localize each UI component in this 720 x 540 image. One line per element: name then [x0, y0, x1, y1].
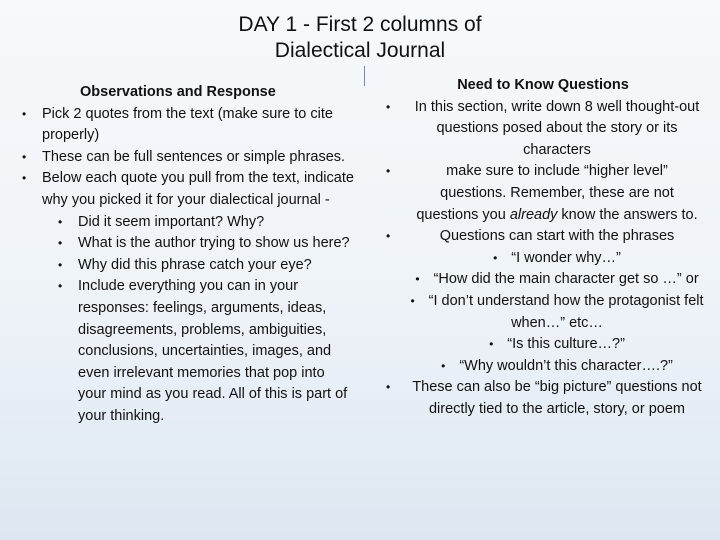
- observations-list: [22, 104, 354, 428]
- sub-list-item: • “Why wouldn’t this character….?”: [441, 357, 673, 374]
- bullet-icon: •: [386, 380, 391, 395]
- bullet-icon: •: [22, 149, 27, 164]
- bullet-icon: •: [386, 99, 391, 114]
- sub-list-item: • Why did this phrase catch your eye?: [22, 255, 354, 277]
- list-item: • These can also be “big picture” questions not directly tied to the article, story, or poem: [386, 379, 702, 417]
- bullet-icon: •: [493, 250, 498, 265]
- column-divider: [364, 66, 365, 86]
- sub-list-item: • Include everything you can in your responses: feelings, arguments, ideas, disagreements, problems, ambiguities, conclusions, uncertainties, images, and even irrelevant memories that pop into your mind as you read. All of this is part of your thinking.: [58, 278, 348, 424]
- bullet-icon: •: [22, 106, 27, 121]
- emphasis-already: already: [509, 206, 558, 223]
- sub-list-item: • “I wonder why…”: [493, 249, 621, 266]
- sub-list-item: • “Is this culture…?”: [489, 336, 625, 353]
- sub-list-item: • “How did the main character get so …” or: [415, 271, 699, 288]
- bullet-icon: •: [489, 337, 494, 352]
- observations-heading: Observations and Response: [80, 84, 276, 100]
- list-item: • Questions can start with the phrases: [380, 226, 706, 248]
- title-line-1: DAY 1 - First 2 columns of: [238, 13, 482, 36]
- bullet-icon: •: [58, 236, 63, 251]
- bullet-icon: •: [410, 293, 415, 308]
- bullet-icon: •: [58, 279, 63, 294]
- title-line-2: Dialectical Journal: [274, 39, 446, 62]
- questions-heading: Need to Know Questions: [457, 77, 629, 93]
- questions-list: [380, 97, 706, 421]
- bullet-icon: •: [386, 164, 391, 179]
- list-item: • make sure to include “higher level” questions. Remember, these are not questions you already know the answers to.: [386, 163, 698, 223]
- bullet-icon: •: [415, 272, 420, 287]
- list-item: • Pick 2 quotes from the text (make sure to cite properly): [22, 105, 333, 144]
- bullet-icon: •: [441, 358, 446, 373]
- list-item: • Below each quote you pull from the text, indicate why you picked it for your dialectical journal -: [22, 170, 354, 208]
- bullet-icon: •: [58, 257, 63, 272]
- bullet-icon: •: [22, 171, 27, 186]
- page-title: [0, 12, 720, 64]
- bullet-icon: •: [58, 214, 63, 229]
- sub-list-item: • What is the author trying to show us here?: [22, 233, 354, 255]
- sub-list-item: • “I don’t understand how the protagonist felt when…” etc…: [410, 292, 704, 331]
- bullet-icon: •: [386, 229, 391, 244]
- list-item: • These can be full sentences or simple phrases.: [22, 147, 354, 169]
- observations-column: [22, 82, 354, 428]
- sub-list-item: • Did it seem important? Why?: [22, 212, 354, 234]
- list-item: • In this section, write down 8 well thought-out questions posed about the story or its characters: [386, 98, 700, 158]
- questions-column: [380, 75, 706, 421]
